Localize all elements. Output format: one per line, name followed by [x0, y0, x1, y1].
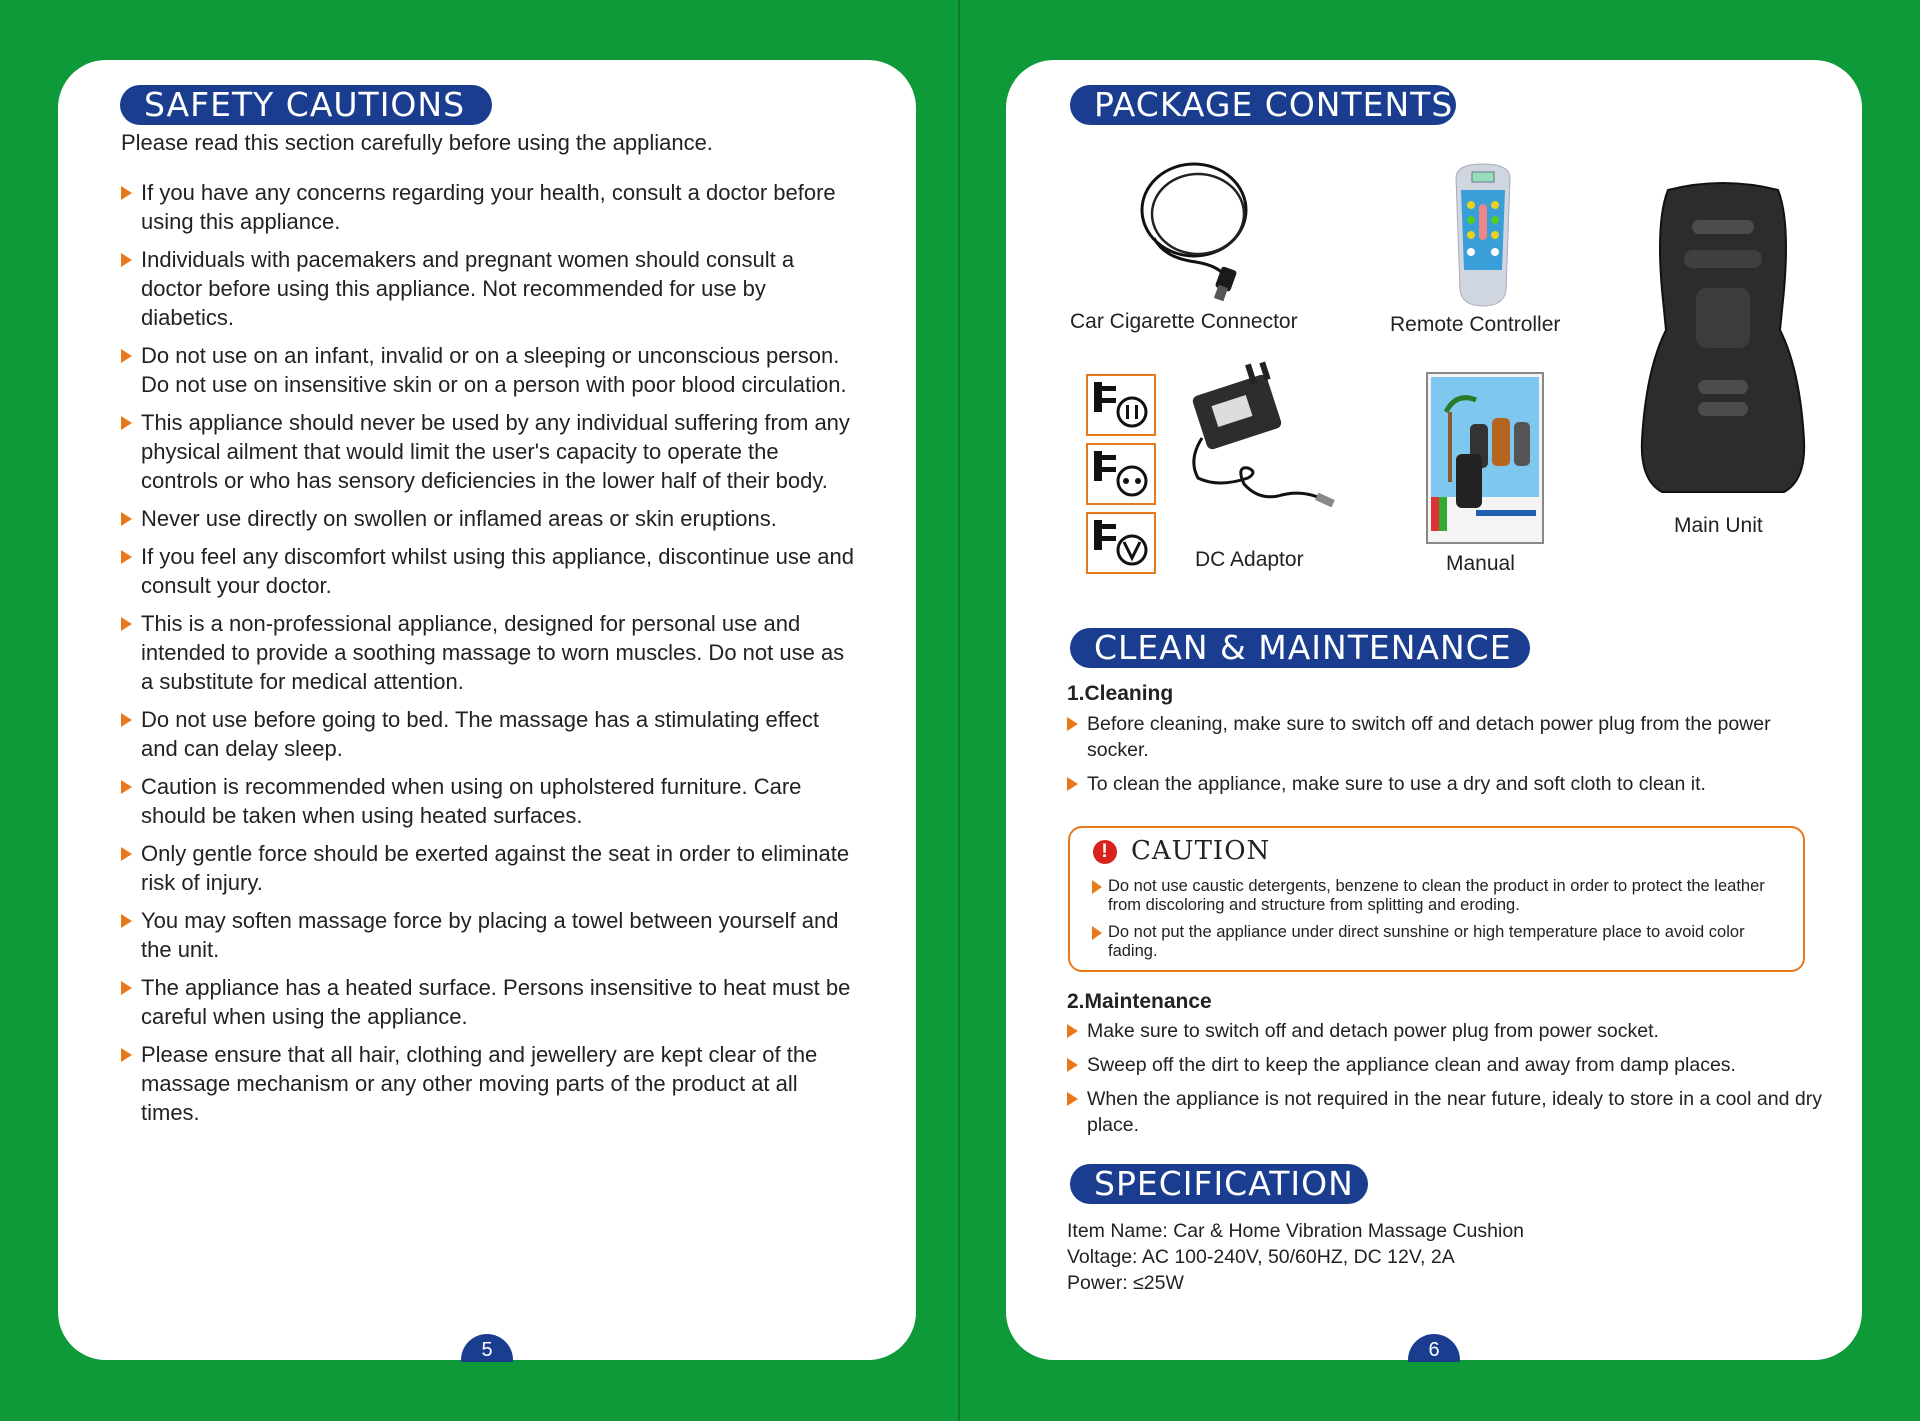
list-item: You may soften massage force by placing a towel between yourself and the unit.: [121, 906, 861, 964]
warning-icon: !: [1093, 840, 1117, 864]
clean-maintenance-heading: CLEAN & MAINTENANCE: [1070, 628, 1530, 668]
caution-title: [1093, 836, 1270, 866]
page-divider: [958, 0, 960, 1421]
list-item: Never use directly on swollen or inflamed areas or skin eruptions.: [121, 504, 861, 533]
list-item: Only gentle force should be exerted against the seat in order to eliminate risk of injury.: [121, 839, 861, 897]
safety-cautions-list: [121, 178, 861, 1136]
page-6: [1006, 60, 1862, 1360]
page-5: [58, 60, 916, 1360]
plug-type-us-icon: [1086, 512, 1156, 574]
cleaning-subtitle: 1.Cleaning: [1067, 682, 1174, 705]
list-item: The appliance has a heated surface. Persons insensitive to heat must be careful when using the appliance.: [121, 973, 861, 1031]
cleaning-list: [1067, 711, 1817, 805]
package-contents-heading: PACKAGE CONTENTS: [1070, 85, 1456, 125]
page-number: 5: [461, 1334, 513, 1362]
remote-controller-image: [1450, 160, 1516, 310]
list-item: Sweep off the dirt to keep the appliance clean and away from damp places.: [1067, 1052, 1837, 1078]
list-item: Do not use on an infant, invalid or on a sleeping or unconscious person. Do not use on insensitive skin or on a person with poor blood circulation.: [121, 341, 861, 399]
adaptor-caption: DC Adaptor: [1195, 548, 1304, 571]
list-item: Make sure to switch off and detach power plug from power socket.: [1067, 1018, 1837, 1044]
caution-list: [1092, 877, 1792, 969]
spec-power: Power: ≤25W: [1067, 1272, 1184, 1294]
list-item: This appliance should never be used by any individual suffering from any physical ailment that would limit the user's capacity to operate the controls or who has sensory deficiencies in the lower half of their body.: [121, 408, 861, 495]
list-item: Individuals with pacemakers and pregnant women should consult a doctor before using this appliance. Not recommended for use by diabetics.: [121, 245, 861, 332]
list-item: To clean the appliance, make sure to use a dry and soft cloth to clean it.: [1067, 771, 1817, 797]
list-item: Do not use before going to bed. The massage has a stimulating effect and can delay sleep.: [121, 705, 861, 763]
maintenance-list: [1067, 1018, 1837, 1146]
caution-label: CAUTION: [1131, 836, 1271, 866]
page-number: 6: [1408, 1334, 1460, 1362]
safety-intro: Please read this section carefully before using the appliance.: [121, 130, 713, 155]
list-item: This is a non-professional appliance, designed for personal use and intended to provide a soothing massage to worn muscles. Do not use as a substitute for medical attention.: [121, 609, 861, 696]
list-item: If you feel any discomfort whilst using this appliance, discontinue use and consult your doctor.: [121, 542, 861, 600]
car-cigarette-connector-image: [1134, 158, 1264, 306]
specification-heading: SPECIFICATION: [1070, 1164, 1368, 1204]
plug-type-uk-icon: [1086, 374, 1156, 436]
main-unit-image: [1634, 180, 1812, 500]
safety-cautions-heading: SAFETY CAUTIONS: [120, 85, 492, 125]
main-unit-caption: Main Unit: [1674, 514, 1763, 537]
list-item: If you have any concerns regarding your health, consult a doctor before using this appliance.: [121, 178, 861, 236]
list-item: Please ensure that all hair, clothing and jewellery are kept clear of the massage mechanism or any other moving parts of the product at all times.: [121, 1040, 861, 1127]
list-item: Before cleaning, make sure to switch off and detach power plug from the power socker.: [1067, 711, 1817, 763]
list-item: Do not use caustic detergents, benzene to clean the product in order to protect the leather from discoloring and structure from splitting and eroding.: [1092, 877, 1792, 915]
spec-voltage: Voltage: AC 100-240V, 50/60HZ, DC 12V, 2A: [1067, 1246, 1455, 1268]
list-item: Caution is recommended when using on upholstered furniture. Care should be taken when using heated surfaces.: [121, 772, 861, 830]
car-connector-caption: Car Cigarette Connector: [1070, 310, 1298, 333]
spec-item-name: Item Name: Car & Home Vibration Massage Cushion: [1067, 1220, 1525, 1242]
specification-block: [1067, 1218, 1524, 1296]
plug-type-eu-icon: [1086, 443, 1156, 505]
manual-caption: Manual: [1446, 552, 1515, 575]
list-item: Do not put the appliance under direct sunshine or high temperature place to avoid color fading.: [1092, 923, 1792, 961]
remote-caption: Remote Controller: [1390, 313, 1561, 336]
list-item: When the appliance is not required in the near future, idealy to store in a cool and dry place.: [1067, 1086, 1837, 1138]
dc-adaptor-image: [1178, 360, 1338, 520]
maintenance-subtitle: 2.Maintenance: [1067, 990, 1212, 1013]
caution-box: [1068, 826, 1805, 972]
manual-image: [1426, 372, 1544, 544]
